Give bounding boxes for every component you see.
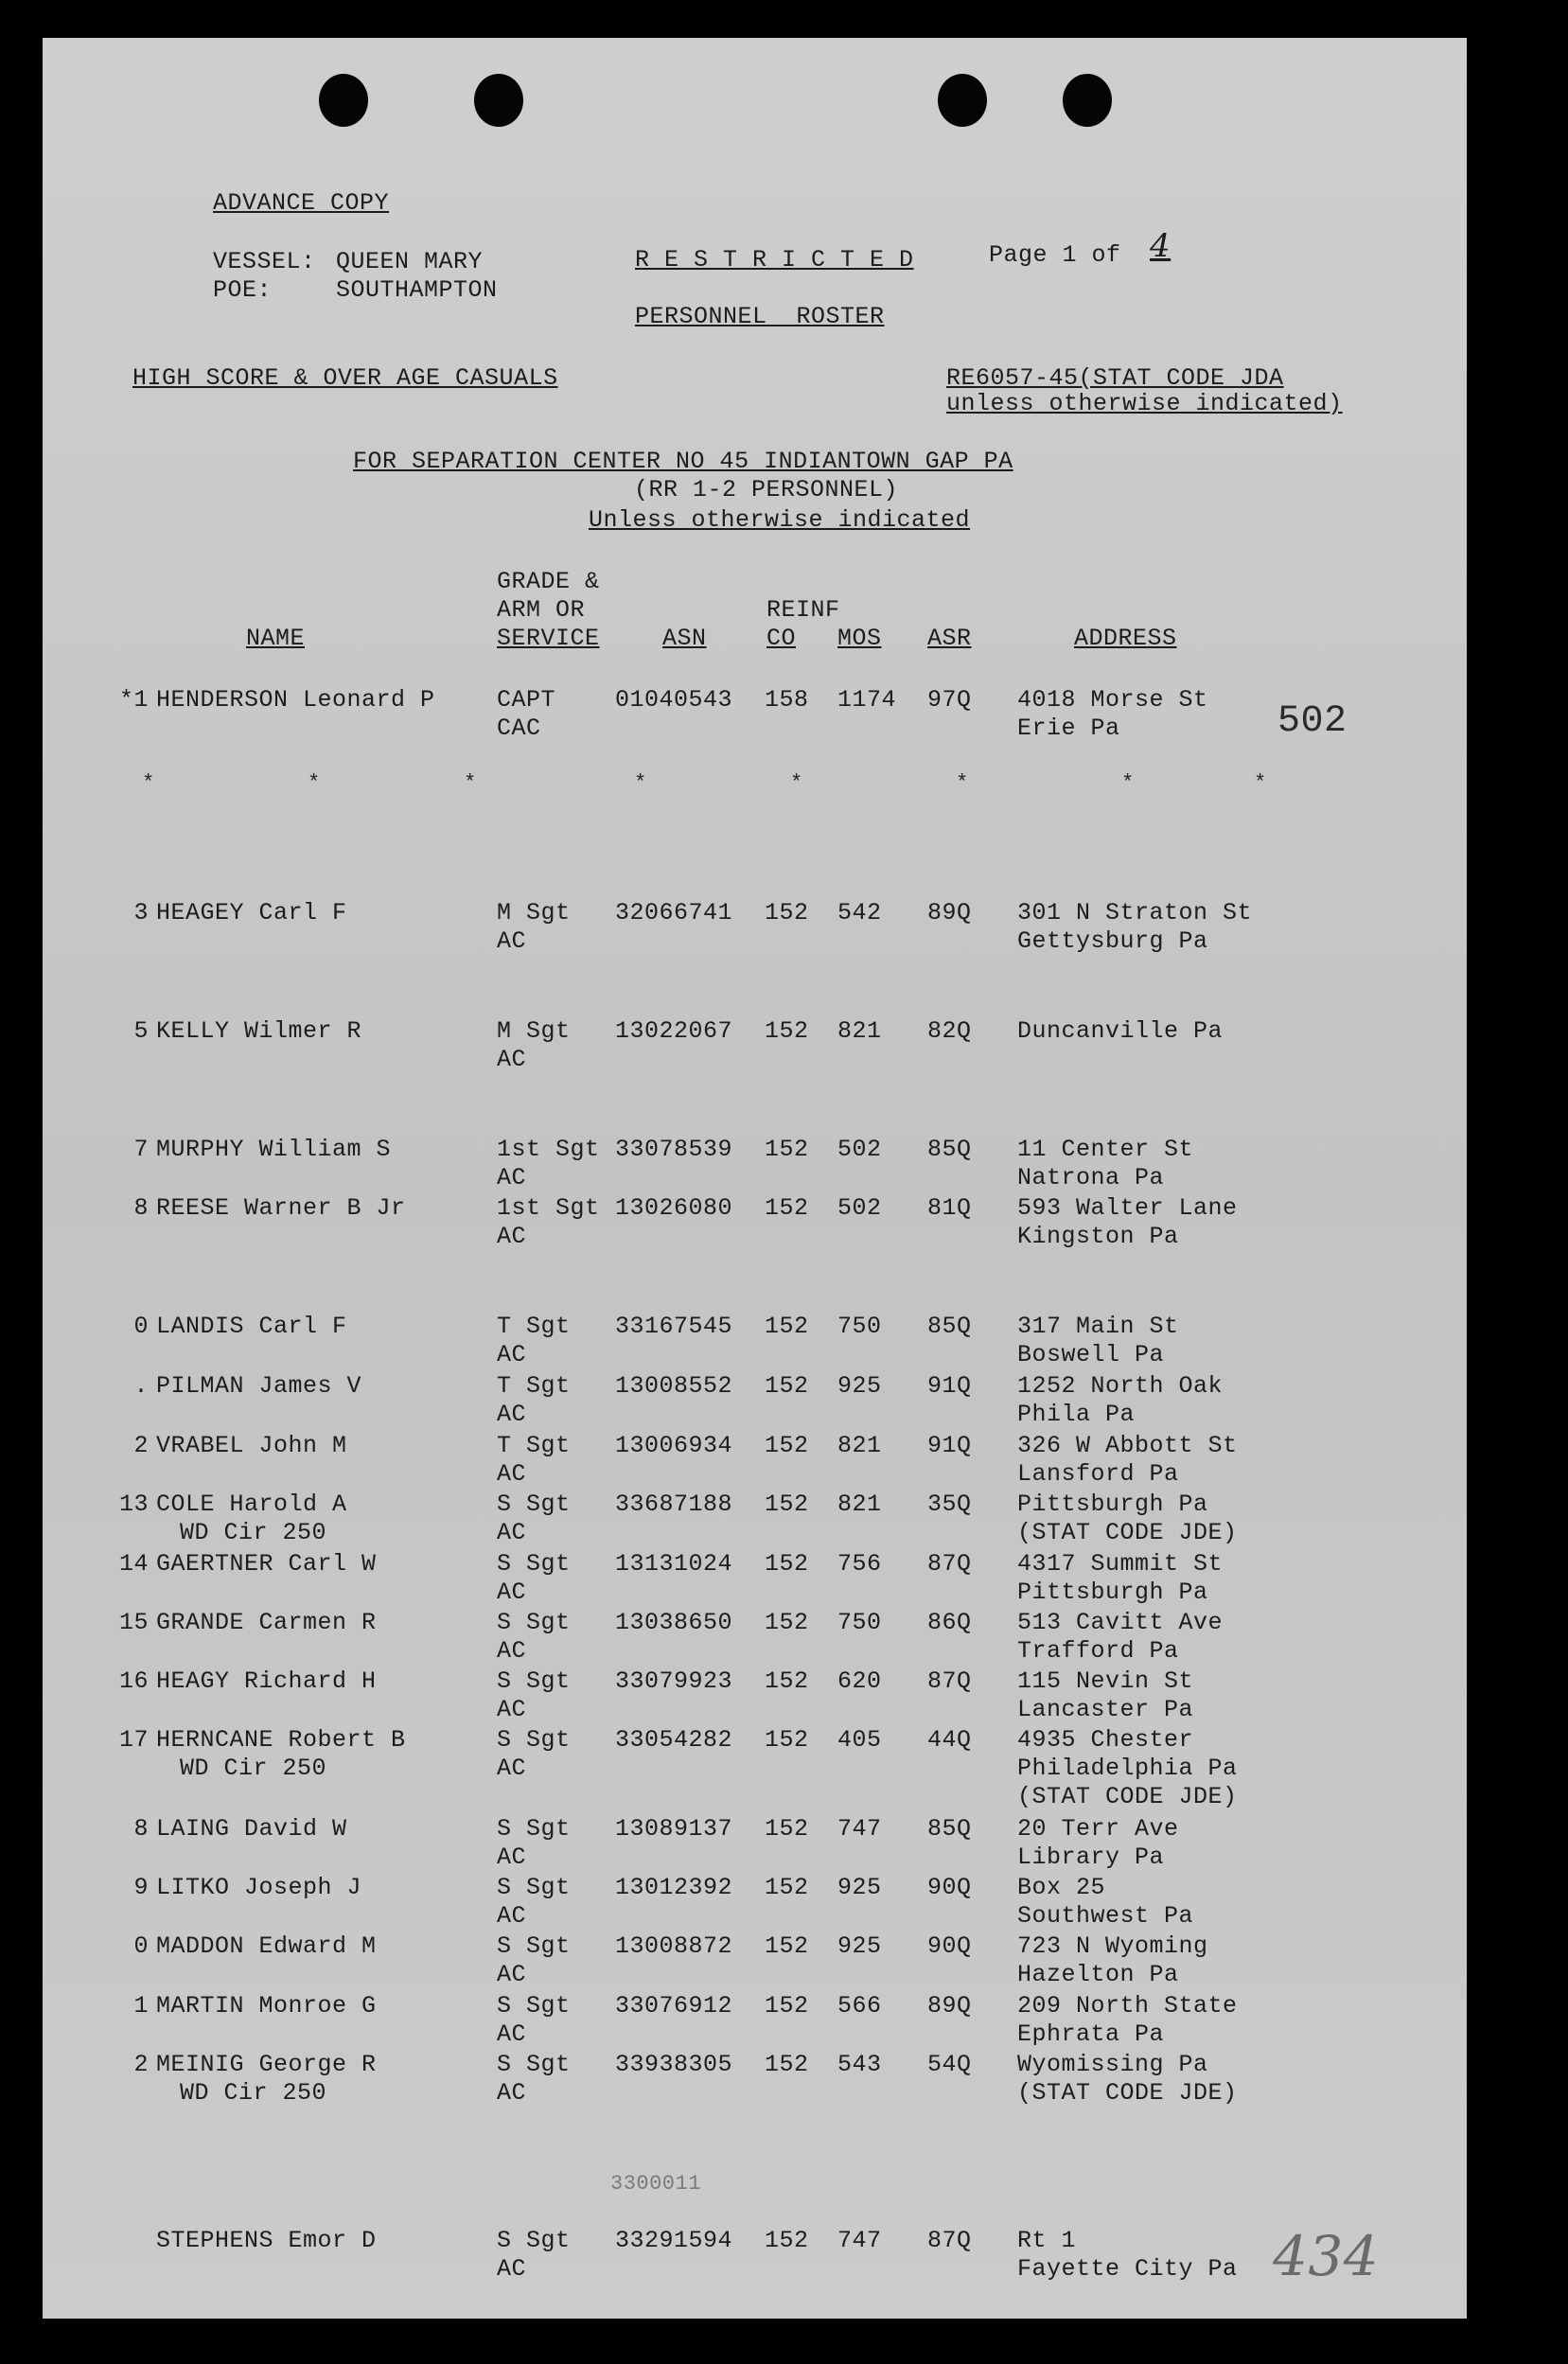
row-name: LAING David W [156, 1815, 347, 1843]
row-arm: AC [497, 1696, 527, 1723]
row-address-line-2: Library Pa [1017, 1844, 1165, 1871]
code-line-1: RE6057-45(STAT CODE JDA [946, 364, 1284, 392]
row-address-line-1: Pittsburgh Pa [1017, 1491, 1208, 1518]
row-asn: 33687188 [615, 1491, 733, 1518]
row-mos: 543 [837, 2051, 882, 2078]
row-asr: 87Q [927, 1667, 972, 1695]
row-address-line-1: Wyomissing Pa [1017, 2051, 1208, 2078]
row-mos: 821 [837, 1017, 882, 1045]
row-asr: 85Q [927, 1815, 972, 1843]
row-number: 2 [133, 1432, 149, 1459]
col-address: ADDRESS [1074, 625, 1177, 652]
row-address-line-1: 4317 Summit St [1017, 1550, 1224, 1578]
row-reinf-co: 152 [765, 2227, 809, 2254]
page-total: 4 [1150, 227, 1172, 265]
row-mos: 502 [837, 1136, 882, 1163]
row-name: MURPHY William S [156, 1136, 392, 1163]
row-reinf-co: 158 [765, 686, 809, 714]
row-asn: 32066741 [615, 899, 733, 926]
row-address-line-1: Box 25 [1017, 1874, 1106, 1901]
row-number: 7 [133, 1136, 149, 1163]
row-note: WD Cir 250 [180, 2079, 327, 2107]
row-address-line-1: Rt 1 [1017, 2227, 1077, 2254]
row-address-line-2: Phila Pa [1017, 1401, 1136, 1428]
col-mos: MOS [837, 625, 882, 652]
col-name: NAME [246, 625, 306, 652]
row-name: MADDON Edward M [156, 1932, 377, 1960]
handwritten-number: 434 [1273, 2224, 1380, 2288]
row-number: 16 [118, 1667, 149, 1695]
row-arm: AC [497, 927, 527, 955]
row-arm: AC [497, 1341, 527, 1368]
row-mos: 750 [837, 1313, 882, 1340]
restricted-heading: R E S T R I C T E D [635, 246, 914, 273]
row-address-line-1: 317 Main St [1017, 1313, 1179, 1340]
row-asr: 54Q [927, 2051, 972, 2078]
row-grade: S Sgt [497, 1491, 571, 1518]
row-grade: T Sgt [497, 1372, 571, 1400]
row-mos: 756 [837, 1550, 882, 1578]
col-grade-line-2: ARM OR [497, 596, 586, 624]
row-grade: T Sgt [497, 1432, 571, 1459]
row-address-line-1: 1252 North Oak [1017, 1372, 1224, 1400]
row-address-line-2: (STAT CODE JDE) [1017, 1519, 1238, 1546]
row-address-line-2: Philadelphia Pa [1017, 1755, 1238, 1782]
row-reinf-co: 152 [765, 1815, 809, 1843]
row-mos: 925 [837, 1874, 882, 1901]
row-mos: 925 [837, 1372, 882, 1400]
row-asr: 97Q [927, 686, 972, 714]
row-asr: 89Q [927, 1992, 972, 2020]
punch-hole [1063, 74, 1112, 127]
row-asn: 13008552 [615, 1372, 733, 1400]
row-mos: 821 [837, 1432, 882, 1459]
row-address-line-2: Lansford Pa [1017, 1460, 1179, 1488]
row-arm: AC [497, 2255, 527, 2283]
row-name: HENDERSON Leonard P [156, 686, 435, 714]
row-asr: 91Q [927, 1432, 972, 1459]
row-asn: 13038650 [615, 1609, 733, 1636]
row-asn: 01040543 [615, 686, 733, 714]
row-mos: 542 [837, 899, 882, 926]
row-name: COLE Harold A [156, 1491, 347, 1518]
punch-hole [319, 74, 368, 127]
row-asn: 33054282 [615, 1726, 733, 1754]
row-address-line-1: 20 Terr Ave [1017, 1815, 1179, 1843]
row-mos: 821 [837, 1491, 882, 1518]
row-number: 2 [133, 2051, 149, 2078]
row-address-line-2: Trafford Pa [1017, 1637, 1179, 1665]
row-asn: 33938305 [615, 2051, 733, 2078]
poe-value: SOUTHAMPTON [336, 276, 498, 304]
row-arm: AC [497, 2079, 527, 2107]
row-arm: AC [497, 1579, 527, 1606]
personnel-roster-heading: PERSONNEL ROSTER [635, 303, 885, 330]
row-asr: 81Q [927, 1194, 972, 1222]
code-line-2: unless otherwise indicated) [946, 390, 1343, 417]
row-reinf-co: 152 [765, 1726, 809, 1754]
row-asn: 33291594 [615, 2227, 733, 2254]
row-number: *1 [118, 686, 149, 714]
row-asr: 91Q [927, 1372, 972, 1400]
row-name: HERNCANE Robert B [156, 1726, 406, 1754]
col-co: CO [766, 625, 797, 652]
row-asn: 13089137 [615, 1815, 733, 1843]
row-mos: 1174 [837, 686, 897, 714]
row-reinf-co: 152 [765, 1491, 809, 1518]
row-asr: 90Q [927, 1874, 972, 1901]
row-address-line-1: 4018 Morse St [1017, 686, 1208, 714]
row-address-line-2: Gettysburg Pa [1017, 927, 1208, 955]
row-address-line-2: Southwest Pa [1017, 1902, 1194, 1930]
row-note: WD Cir 250 [180, 1519, 327, 1546]
row-asn: 13012392 [615, 1874, 733, 1901]
row-name: GAERTNER Carl W [156, 1550, 377, 1578]
row-asr: 85Q [927, 1136, 972, 1163]
row-reinf-co: 152 [765, 1194, 809, 1222]
row-grade: M Sgt [497, 899, 571, 926]
punch-hole [474, 74, 523, 127]
row-asr: 35Q [927, 1491, 972, 1518]
vessel-value: QUEEN MARY [336, 248, 484, 275]
row-reinf-co: 152 [765, 1136, 809, 1163]
row-arm: AC [497, 1637, 527, 1665]
col-reinf: REINF [766, 596, 840, 624]
row-grade: S Sgt [497, 1726, 571, 1754]
row-name: GRANDE Carmen R [156, 1609, 377, 1636]
row-number: 14 [118, 1550, 149, 1578]
row-grade: M Sgt [497, 1017, 571, 1045]
vessel-label: VESSEL: [213, 248, 316, 275]
row-address-line-2: Erie Pa [1017, 714, 1120, 742]
row-number: 17 [118, 1726, 149, 1754]
row-reinf-co: 152 [765, 1550, 809, 1578]
row-arm: AC [497, 1164, 527, 1191]
row-arm: AC [497, 1046, 527, 1073]
punch-hole [938, 74, 987, 127]
row-grade: 1st Sgt [497, 1194, 600, 1222]
row-address-line-1: 301 N Straton St [1017, 899, 1253, 926]
row-mos: 747 [837, 1815, 882, 1843]
row-address-line-2: Boswell Pa [1017, 1341, 1165, 1368]
row-asn: 33079923 [615, 1667, 733, 1695]
row-number: 15 [118, 1609, 149, 1636]
row-asn: 13026080 [615, 1194, 733, 1222]
roster-page: ADVANCE COPY VESSEL: QUEEN MARY POE: SOUTHAMPTON R E S T R I C T E D Page 1 of 4 PERSONNEL ROSTER HIGH SCORE & OVER AGE CASUALS RE6057-45(STAT CODE JDA unless otherwise indicated) FOR SEPARATION CENTER NO 45 INDIANTOWN GAP PA (RR 1-2 PERSONNEL) Unless otherwise indicated GRADE & ARM OR SERVICE REINF NAME ASN CO MOS ASR ADDRESS * * * * * * * * 502 3300011 434 *1 HENDERSON Leonard P CAPT 01040543 158 1174 97Q 4018 Morse St CAC Erie Pa 3 HEAGEY Carl F M Sgt 32066741 152 542 89Q 301 N Straton St AC Gettysburg Pa 5 KELLY Wilmer R M Sgt 13022067 152 821 82Q Duncanville Pa AC 7 MURPHY William S 1st Sgt 33078539 152 502 85Q 11 Center St AC Natrona Pa 8 REESE Warner B Jr 1st Sgt 13026080 152 502 81Q 593 Walter Lane AC Kingston Pa 0 LANDIS Carl F T Sgt 33167545 152 750 85Q 317 Main St AC Boswell Pa . PILMAN James V T Sgt 13008552 152 925 91Q 1252 North Oak AC Phila Pa 2 VRABEL John M T Sgt 13006934 152 821 91Q 326 W Abbott St AC Lansford Pa 13 COLE Harold A S Sgt 33687188 152 821 35Q Pittsburgh Pa WD Cir 250 AC (STAT CODE JDE) 14 GAERTNER Carl W S Sgt 13131024 152 756 87Q 4317 Summit St AC Pittsburgh Pa 15 GRANDE Carmen R S Sgt 13038650 152 750 86Q 513 Cavitt Ave AC Trafford Pa 16 HEAGY Richard H S Sgt 33079923 152 620 87Q 115 Nevin St AC Lancaster Pa 17 HERNCANE Robert B S Sgt 33054282 152 405 44Q 4935 Chester WD Cir 250 AC Philadelphia Pa (STAT CODE JDE) 8 LAING David W S Sgt 13089137 152 747 85Q 20 Terr Ave AC Library Pa 9 LITKO Joseph J S Sgt 13012392 152 925 90Q Box 25 AC Southwest Pa 0 MADDON Edward M S Sgt 13008872 152 925 90Q 723 N Wyoming AC Hazelton Pa 1 MARTIN Monroe G S Sgt 33076912 152 566 89Q 209 North State AC Ephrata Pa 2 MEINIG George R S Sgt 33938305 152 543 54Q Wyomissing Pa WD Cir 250 AC (STAT CODE JDE) STEPHENS Emor D S Sgt 33291594 152 747 87Q Rt 1 AC Fayette City Pa [43, 38, 1467, 2319]
row-asn: 13131024 [615, 1550, 733, 1578]
row-arm: AC [497, 1401, 527, 1428]
row-reinf-co: 152 [765, 1017, 809, 1045]
row-name: MEINIG George R [156, 2051, 377, 2078]
row-asn: 33078539 [615, 1136, 733, 1163]
row-address-line-1: 115 Nevin St [1017, 1667, 1194, 1695]
row-number: 13 [118, 1491, 149, 1518]
row-asr: 87Q [927, 2227, 972, 2254]
row-arm: AC [497, 1961, 527, 1988]
row-number: 3 [133, 899, 149, 926]
row-reinf-co: 152 [765, 899, 809, 926]
row-address-line-2: Ephrata Pa [1017, 2020, 1165, 2048]
row-reinf-co: 152 [765, 1992, 809, 2020]
separation-line-1: FOR SEPARATION CENTER NO 45 INDIANTOWN GAP PA [353, 448, 1013, 475]
row-mos: 750 [837, 1609, 882, 1636]
row-asr: 87Q [927, 1550, 972, 1578]
row-reinf-co: 152 [765, 1432, 809, 1459]
row-asn: 13022067 [615, 1017, 733, 1045]
row-name: KELLY Wilmer R [156, 1017, 362, 1045]
row-number: 8 [133, 1194, 149, 1222]
row-mos: 747 [837, 2227, 882, 2254]
row-number: 5 [133, 1017, 149, 1045]
row-arm: AC [497, 1460, 527, 1488]
row-name: LITKO Joseph J [156, 1874, 362, 1901]
col-grade-line-3: SERVICE [497, 625, 600, 652]
row-address-line-1: 513 Cavitt Ave [1017, 1609, 1224, 1636]
row-address-line-1: 11 Center St [1017, 1136, 1194, 1163]
row-address-line-2: Hazelton Pa [1017, 1961, 1179, 1988]
row-grade: S Sgt [497, 1667, 571, 1695]
stamp-number: 502 [1277, 700, 1348, 743]
row-reinf-co: 152 [765, 2051, 809, 2078]
row-address-line-2: Pittsburgh Pa [1017, 1579, 1208, 1606]
col-asr: ASR [927, 625, 972, 652]
page-label: Page 1 of [989, 241, 1121, 269]
row-mos: 566 [837, 1992, 882, 2020]
row-grade: S Sgt [497, 1874, 571, 1901]
row-address-line-2: Fayette City Pa [1017, 2255, 1238, 2283]
row-address-line-3: (STAT CODE JDE) [1017, 1783, 1238, 1810]
separation-line-2: (RR 1-2 PERSONNEL) [634, 476, 899, 503]
row-grade: S Sgt [497, 2051, 571, 2078]
row-number: 1 [133, 1992, 149, 2020]
row-mos: 925 [837, 1932, 882, 1960]
row-address-line-1: 326 W Abbott St [1017, 1432, 1238, 1459]
row-arm: AC [497, 1519, 527, 1546]
row-address-line-2: Kingston Pa [1017, 1223, 1179, 1250]
row-number: 8 [133, 1815, 149, 1843]
row-name: HEAGEY Carl F [156, 899, 347, 926]
row-address-line-1: 209 North State [1017, 1992, 1238, 2020]
faint-number: 3300011 [610, 2172, 701, 2196]
row-asr: 86Q [927, 1609, 972, 1636]
row-number: 0 [133, 1932, 149, 1960]
group-heading: HIGH SCORE & OVER AGE CASUALS [132, 364, 558, 392]
row-arm: CAC [497, 714, 541, 742]
row-name: HEAGY Richard H [156, 1667, 377, 1695]
row-asn: 13008872 [615, 1932, 733, 1960]
row-asr: 89Q [927, 899, 972, 926]
row-arm: AC [497, 1902, 527, 1930]
row-reinf-co: 152 [765, 1313, 809, 1340]
row-name: REESE Warner B Jr [156, 1194, 406, 1222]
row-note: WD Cir 250 [180, 1755, 327, 1782]
row-address-line-1: 4935 Chester [1017, 1726, 1194, 1754]
row-reinf-co: 152 [765, 1609, 809, 1636]
advance-copy-label: ADVANCE COPY [213, 189, 390, 217]
row-grade: 1st Sgt [497, 1136, 600, 1163]
row-grade: S Sgt [497, 2227, 571, 2254]
row-asr: 44Q [927, 1726, 972, 1754]
row-number: . [133, 1372, 149, 1400]
row-reinf-co: 152 [765, 1372, 809, 1400]
row-grade: S Sgt [497, 1550, 571, 1578]
row-address-line-2: Lancaster Pa [1017, 1696, 1194, 1723]
row-name: VRABEL John M [156, 1432, 347, 1459]
row-mos: 405 [837, 1726, 882, 1754]
separation-line-3: Unless otherwise indicated [589, 506, 971, 534]
row-asr: 85Q [927, 1313, 972, 1340]
row-arm: AC [497, 1755, 527, 1782]
row-name: PILMAN James V [156, 1372, 362, 1400]
row-reinf-co: 152 [765, 1874, 809, 1901]
row-grade: S Sgt [497, 1609, 571, 1636]
row-grade: S Sgt [497, 1815, 571, 1843]
row-address-line-1: Duncanville Pa [1017, 1017, 1224, 1045]
row-reinf-co: 152 [765, 1667, 809, 1695]
row-arm: AC [497, 1223, 527, 1250]
row-address-line-1: 723 N Wyoming [1017, 1932, 1208, 1960]
row-arm: AC [497, 2020, 527, 2048]
col-grade-line-1: GRADE & [497, 568, 600, 595]
row-asr: 82Q [927, 1017, 972, 1045]
row-name: MARTIN Monroe G [156, 1992, 377, 2020]
row-arm: AC [497, 1844, 527, 1871]
row-address-line-1: 593 Walter Lane [1017, 1194, 1238, 1222]
row-number: 0 [133, 1313, 149, 1340]
row-reinf-co: 152 [765, 1932, 809, 1960]
poe-label: POE: [213, 276, 273, 304]
row-address-line-2: (STAT CODE JDE) [1017, 2079, 1238, 2107]
row-name: LANDIS Carl F [156, 1313, 347, 1340]
row-asn: 33076912 [615, 1992, 733, 2020]
row-grade: T Sgt [497, 1313, 571, 1340]
row-grade: S Sgt [497, 1932, 571, 1960]
row-mos: 620 [837, 1667, 882, 1695]
row-mos: 502 [837, 1194, 882, 1222]
row-asr: 90Q [927, 1932, 972, 1960]
row-grade: CAPT [497, 686, 556, 714]
row-number: 9 [133, 1874, 149, 1901]
col-asn: ASN [662, 625, 707, 652]
row-asn: 13006934 [615, 1432, 733, 1459]
row-address-line-2: Natrona Pa [1017, 1164, 1165, 1191]
row-asn: 33167545 [615, 1313, 733, 1340]
row-grade: S Sgt [497, 1992, 571, 2020]
row-name: STEPHENS Emor D [156, 2227, 377, 2254]
